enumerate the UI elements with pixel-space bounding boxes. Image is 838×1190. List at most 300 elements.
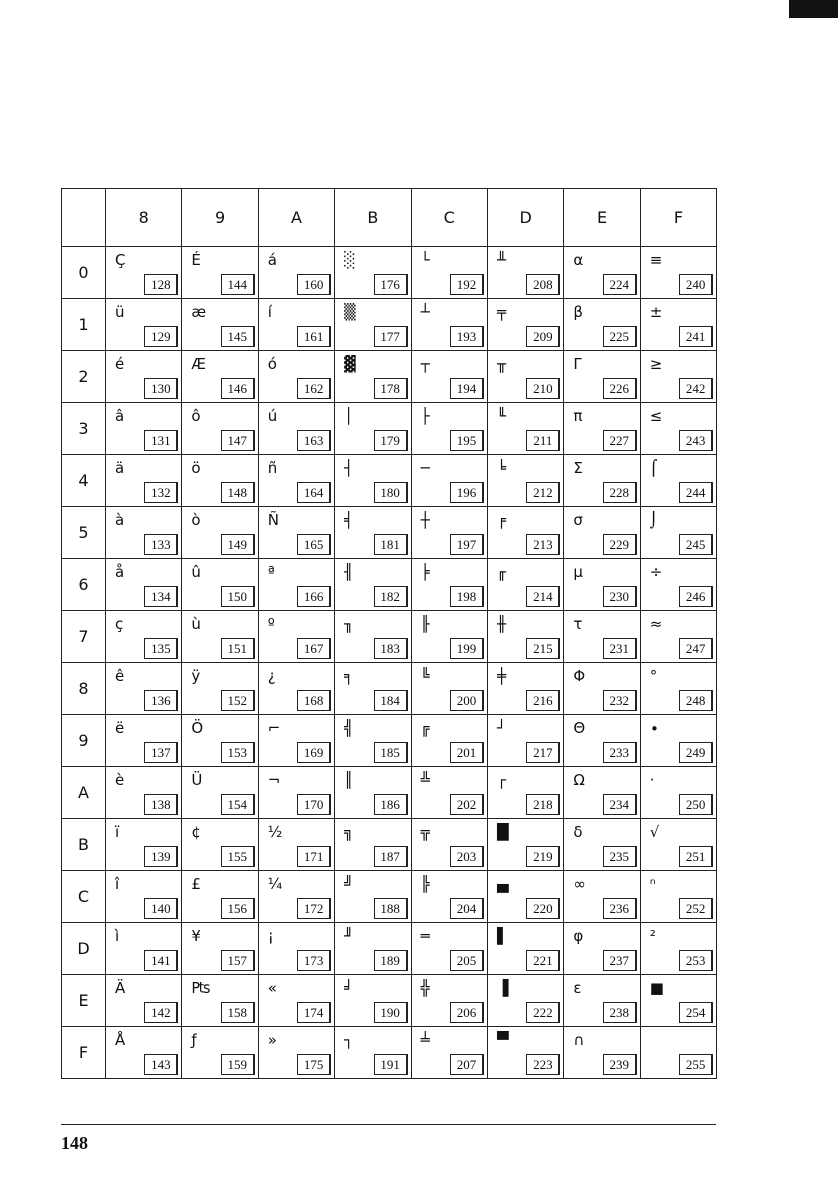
- char-cell: [335, 403, 411, 455]
- column-header: C: [411, 189, 487, 247]
- char-glyph: ¿: [267, 667, 276, 685]
- char-cell: [258, 299, 334, 351]
- char-cell: [487, 1027, 563, 1079]
- char-cell: [564, 923, 640, 975]
- char-code-box: 176: [374, 274, 408, 295]
- char-cell: [106, 299, 182, 351]
- char-glyph: ╠: [420, 875, 430, 893]
- char-glyph: ┤: [344, 459, 354, 477]
- char-code-box: 222: [526, 1002, 560, 1023]
- char-cell: [182, 559, 258, 611]
- char-cell: [564, 611, 640, 663]
- char-glyph: ┘: [496, 719, 506, 737]
- char-code-box: 227: [603, 430, 637, 451]
- char-cell: [335, 1027, 411, 1079]
- char-cell: [106, 403, 182, 455]
- char-glyph: ╥: [496, 355, 506, 373]
- char-glyph: µ: [573, 563, 583, 581]
- char-code-box: 252: [679, 898, 713, 919]
- char-code-box: 248: [679, 690, 713, 711]
- char-glyph: ╛: [344, 979, 354, 997]
- char-cell: [640, 975, 716, 1027]
- char-code-box: 234: [603, 794, 637, 815]
- char-code-box: 171: [297, 846, 331, 867]
- char-cell: [640, 351, 716, 403]
- corner-cell: [62, 189, 106, 247]
- char-code-box: 205: [450, 950, 484, 971]
- char-cell: [640, 507, 716, 559]
- char-glyph: ├: [420, 407, 430, 425]
- table-row: [62, 507, 717, 559]
- char-code-box: 145: [221, 326, 255, 347]
- char-cell: [640, 455, 716, 507]
- char-glyph: Ö: [191, 719, 204, 737]
- char-glyph: Ü: [191, 771, 203, 789]
- char-cell: [564, 559, 640, 611]
- char-code-box: 150: [221, 586, 255, 607]
- char-cell: [564, 403, 640, 455]
- char-code-box: 168: [297, 690, 331, 711]
- char-cell: [106, 767, 182, 819]
- char-cell: [640, 247, 716, 299]
- char-glyph: ╪: [496, 667, 506, 685]
- char-code-box: 131: [144, 430, 178, 451]
- char-cell: [564, 871, 640, 923]
- char-glyph: ≡: [649, 251, 663, 269]
- table-row: [62, 819, 717, 871]
- char-code-box: 177: [374, 326, 408, 347]
- char-glyph: ⌡: [649, 511, 658, 529]
- char-code-box: 219: [526, 846, 560, 867]
- char-glyph: ö: [191, 459, 201, 477]
- char-glyph: Ç: [115, 251, 126, 269]
- char-code-box: 207: [450, 1054, 484, 1075]
- char-code-box: 233: [603, 742, 637, 763]
- char-cell: [487, 975, 563, 1027]
- char-code-box: 249: [679, 742, 713, 763]
- char-cell: [487, 299, 563, 351]
- char-code-box: 210: [526, 378, 560, 399]
- row-header: C: [62, 871, 106, 923]
- char-cell: [335, 611, 411, 663]
- char-code-box: 244: [679, 482, 713, 503]
- char-glyph: É: [191, 251, 201, 269]
- char-glyph: │: [344, 407, 354, 425]
- char-code-box: 220: [526, 898, 560, 919]
- char-code-box: 243: [679, 430, 713, 451]
- char-cell: [106, 975, 182, 1027]
- char-cell: [411, 663, 487, 715]
- char-cell: [411, 819, 487, 871]
- char-code-box: 185: [374, 742, 408, 763]
- char-glyph: ƒ: [191, 1031, 197, 1049]
- char-cell: [106, 351, 182, 403]
- char-cell: [487, 455, 563, 507]
- char-glyph: ╘: [496, 459, 506, 477]
- char-glyph: å: [115, 563, 125, 581]
- char-glyph: ░: [344, 251, 356, 269]
- char-code-box: 147: [221, 430, 255, 451]
- char-cell: [182, 715, 258, 767]
- char-cell: [182, 507, 258, 559]
- char-glyph: ¢: [191, 823, 201, 841]
- char-cell: [258, 507, 334, 559]
- char-cell: [487, 715, 563, 767]
- char-code-box: 154: [221, 794, 255, 815]
- table-row: [62, 923, 717, 975]
- char-code-box: 200: [450, 690, 484, 711]
- char-cell: [182, 455, 258, 507]
- char-code-box: 186: [374, 794, 408, 815]
- char-cell: [564, 715, 640, 767]
- char-cell: [335, 559, 411, 611]
- char-cell: [640, 1027, 716, 1079]
- char-cell: [411, 1027, 487, 1079]
- char-glyph: ╤: [496, 303, 506, 321]
- char-code-box: 165: [297, 534, 331, 555]
- char-cell: [411, 507, 487, 559]
- char-code-box: 206: [450, 1002, 484, 1023]
- char-code-box: 146: [221, 378, 255, 399]
- char-glyph: Æ: [191, 355, 207, 373]
- char-cell: [487, 871, 563, 923]
- char-cell: [411, 923, 487, 975]
- char-glyph: ╒: [496, 511, 506, 529]
- char-glyph: ≈: [649, 615, 663, 633]
- char-glyph: Θ: [573, 719, 586, 737]
- row-header: B: [62, 819, 106, 871]
- char-glyph: ║: [344, 771, 354, 789]
- char-cell: [258, 819, 334, 871]
- char-glyph: ■: [649, 979, 664, 997]
- row-header: 4: [62, 455, 106, 507]
- column-header: E: [564, 189, 640, 247]
- char-glyph: └: [420, 251, 430, 269]
- char-code-box: 240: [679, 274, 713, 295]
- char-cell: [487, 507, 563, 559]
- char-glyph: è: [115, 771, 125, 789]
- char-glyph: ▒: [344, 303, 356, 321]
- char-code-box: 138: [144, 794, 178, 815]
- char-cell: [411, 403, 487, 455]
- char-code-box: 237: [603, 950, 637, 971]
- char-glyph: ⌠: [649, 459, 658, 477]
- char-cell: [335, 507, 411, 559]
- char-code-box: 167: [297, 638, 331, 659]
- char-code-box: 187: [374, 846, 408, 867]
- char-glyph: ▄: [496, 875, 509, 893]
- char-glyph: ú: [267, 407, 278, 425]
- char-code-box: 228: [603, 482, 637, 503]
- char-cell: [564, 299, 640, 351]
- char-cell: [564, 1027, 640, 1079]
- char-cell: [106, 923, 182, 975]
- char-cell: [411, 299, 487, 351]
- char-code-box: 160: [297, 274, 331, 295]
- char-cell: [640, 559, 716, 611]
- char-glyph: ≥: [649, 355, 663, 373]
- char-glyph: »: [267, 1031, 277, 1049]
- char-cell: [411, 247, 487, 299]
- char-code-box: 235: [603, 846, 637, 867]
- char-glyph: º: [267, 615, 275, 633]
- char-cell: [182, 403, 258, 455]
- char-cell: [640, 767, 716, 819]
- char-glyph: Ω: [573, 771, 585, 789]
- char-code-box: 232: [603, 690, 637, 711]
- char-glyph: β: [573, 303, 583, 321]
- char-cell: [182, 299, 258, 351]
- char-code-box: 172: [297, 898, 331, 919]
- char-code-box: 142: [144, 1002, 178, 1023]
- char-cell: [258, 403, 334, 455]
- row-header: 0: [62, 247, 106, 299]
- char-glyph: ë: [115, 719, 125, 737]
- char-glyph: φ: [573, 927, 584, 945]
- char-glyph: ô: [191, 407, 201, 425]
- char-code-box: 144: [221, 274, 255, 295]
- char-glyph: ┐: [344, 1031, 354, 1049]
- char-code-box: 169: [297, 742, 331, 763]
- char-glyph: █: [496, 823, 509, 841]
- char-glyph: é: [115, 355, 125, 373]
- char-cell: [411, 455, 487, 507]
- char-code-box: 197: [450, 534, 484, 555]
- char-glyph: ¡: [267, 927, 274, 945]
- char-code-box: 196: [450, 482, 484, 503]
- char-cell: [258, 871, 334, 923]
- column-header: F: [640, 189, 716, 247]
- char-cell: [335, 923, 411, 975]
- char-code-box: 198: [450, 586, 484, 607]
- char-cell: [640, 871, 716, 923]
- char-code-box: 159: [221, 1054, 255, 1075]
- char-cell: [106, 611, 182, 663]
- char-glyph: ▓: [344, 355, 356, 373]
- char-cell: [106, 507, 182, 559]
- row-header: E: [62, 975, 106, 1027]
- table-row: [62, 1027, 717, 1079]
- char-code-box: 224: [603, 274, 637, 295]
- char-cell: [564, 247, 640, 299]
- char-cell: [564, 663, 640, 715]
- row-header: A: [62, 767, 106, 819]
- char-cell: [335, 715, 411, 767]
- char-code-box: 189: [374, 950, 408, 971]
- column-header-row: [62, 189, 717, 247]
- char-code-box: 151: [221, 638, 255, 659]
- table-row: [62, 611, 717, 663]
- char-code-box: 239: [603, 1054, 637, 1075]
- char-code-box: 156: [221, 898, 255, 919]
- corner-mark: [789, 0, 838, 18]
- char-code-box: 242: [679, 378, 713, 399]
- char-code-box: 141: [144, 950, 178, 971]
- char-code-box: 182: [374, 586, 408, 607]
- char-code-box: 209: [526, 326, 560, 347]
- char-glyph: ü: [115, 303, 125, 321]
- char-code-box: 188: [374, 898, 408, 919]
- char-code-box: 199: [450, 638, 484, 659]
- column-header: A: [258, 189, 334, 247]
- char-glyph: ò: [191, 511, 201, 529]
- table-row: [62, 559, 717, 611]
- char-cell: [258, 663, 334, 715]
- char-glyph: ╧: [420, 1031, 430, 1049]
- char-code-box: 226: [603, 378, 637, 399]
- char-glyph: ┬: [420, 355, 430, 373]
- table-row: [62, 975, 717, 1027]
- table-row: [62, 403, 717, 455]
- char-glyph: √: [649, 823, 660, 841]
- char-glyph: ▌: [496, 927, 509, 945]
- row-header: 9: [62, 715, 106, 767]
- row-header: F: [62, 1027, 106, 1079]
- char-code-box: 175: [297, 1054, 331, 1075]
- table-row: [62, 871, 717, 923]
- char-glyph: ╜: [344, 927, 354, 945]
- column-header: D: [487, 189, 563, 247]
- char-glyph: î: [115, 875, 120, 893]
- char-code-box: 155: [221, 846, 255, 867]
- char-glyph: ¥: [191, 927, 201, 945]
- char-cell: [411, 715, 487, 767]
- char-code-box: 208: [526, 274, 560, 295]
- char-glyph: ±: [649, 303, 663, 321]
- char-cell: [258, 767, 334, 819]
- char-cell: [182, 871, 258, 923]
- char-cell: [640, 299, 716, 351]
- row-header: 3: [62, 403, 106, 455]
- char-glyph: â: [115, 407, 125, 425]
- column-header: 9: [182, 189, 258, 247]
- char-code-box: 174: [297, 1002, 331, 1023]
- char-glyph: ²: [649, 927, 656, 945]
- char-glyph: ê: [115, 667, 125, 685]
- char-code-box: 130: [144, 378, 178, 399]
- char-code-box: 136: [144, 690, 178, 711]
- table-row: [62, 247, 717, 299]
- char-code-box: 250: [679, 794, 713, 815]
- char-glyph: ≤: [649, 407, 663, 425]
- char-glyph: û: [191, 563, 201, 581]
- char-cell: [640, 819, 716, 871]
- char-code-box: 212: [526, 482, 560, 503]
- char-code-box: 143: [144, 1054, 178, 1075]
- char-glyph: Ñ: [267, 511, 280, 529]
- char-cell: [487, 351, 563, 403]
- char-code-box: 193: [450, 326, 484, 347]
- column-header: 8: [106, 189, 182, 247]
- char-code-box: 241: [679, 326, 713, 347]
- page-number: 148: [61, 1133, 88, 1153]
- footer-rule: [61, 1124, 716, 1125]
- char-cell: [564, 975, 640, 1027]
- char-glyph: Φ: [573, 667, 586, 685]
- char-glyph: Σ: [573, 459, 583, 477]
- char-code-box: 231: [603, 638, 637, 659]
- char-cell: [487, 923, 563, 975]
- table-row: [62, 299, 717, 351]
- char-glyph: ⁿ: [649, 875, 656, 893]
- char-glyph: ╫: [496, 615, 506, 633]
- char-cell: [487, 403, 563, 455]
- char-glyph: ═: [420, 927, 430, 945]
- char-cell: [335, 247, 411, 299]
- table-row: [62, 767, 717, 819]
- char-code-box: 161: [297, 326, 331, 347]
- char-glyph: ñ: [267, 459, 278, 477]
- char-cell: [640, 403, 716, 455]
- char-code-box: 201: [450, 742, 484, 763]
- char-glyph: τ: [573, 615, 583, 633]
- char-glyph: à: [115, 511, 125, 529]
- character-code-table: [61, 188, 717, 1079]
- char-cell: [258, 455, 334, 507]
- char-cell: [564, 351, 640, 403]
- char-glyph: σ: [573, 511, 583, 529]
- char-glyph: °: [649, 667, 658, 685]
- table-row: [62, 455, 717, 507]
- char-glyph: ⌐: [267, 719, 281, 737]
- char-glyph: ╣: [344, 719, 354, 737]
- char-cell: [258, 351, 334, 403]
- char-code-box: 139: [144, 846, 178, 867]
- char-glyph: ·: [649, 771, 655, 789]
- char-code-box: 211: [526, 430, 560, 451]
- char-code-box: 157: [221, 950, 255, 971]
- char-cell: [640, 611, 716, 663]
- char-code-box: 178: [374, 378, 408, 399]
- char-glyph: ╞: [420, 563, 430, 581]
- char-cell: [258, 715, 334, 767]
- char-code-box: 229: [603, 534, 637, 555]
- char-code-box: 179: [374, 430, 408, 451]
- char-code-box: 181: [374, 534, 408, 555]
- char-glyph: í: [267, 303, 272, 321]
- char-glyph: ╖: [344, 615, 354, 633]
- char-glyph: ┼: [420, 511, 430, 529]
- char-glyph: ₧: [191, 979, 211, 997]
- char-glyph: ä: [115, 459, 125, 477]
- char-code-box: 251: [679, 846, 713, 867]
- char-glyph: ∩: [573, 1031, 585, 1049]
- char-code-box: 223: [526, 1054, 560, 1075]
- char-cell: [487, 767, 563, 819]
- char-code-box: 158: [221, 1002, 255, 1023]
- table-row: [62, 715, 717, 767]
- char-glyph: ╝: [344, 875, 354, 893]
- table-body: [62, 247, 717, 1079]
- column-header: B: [335, 189, 411, 247]
- char-glyph: ▐: [496, 979, 509, 997]
- char-glyph: ½: [267, 823, 283, 841]
- char-code-box: 180: [374, 482, 408, 503]
- char-cell: [487, 663, 563, 715]
- char-glyph: Å: [115, 1031, 126, 1049]
- char-glyph: ╨: [496, 251, 506, 269]
- char-glyph: «: [267, 979, 277, 997]
- row-header: 6: [62, 559, 106, 611]
- char-code-box: 225: [603, 326, 637, 347]
- char-cell: [640, 663, 716, 715]
- char-code-box: 238: [603, 1002, 637, 1023]
- char-glyph: ¬: [267, 771, 281, 789]
- char-cell: [258, 247, 334, 299]
- char-cell: [335, 299, 411, 351]
- char-glyph: ╬: [420, 979, 430, 997]
- char-glyph: π: [573, 407, 583, 425]
